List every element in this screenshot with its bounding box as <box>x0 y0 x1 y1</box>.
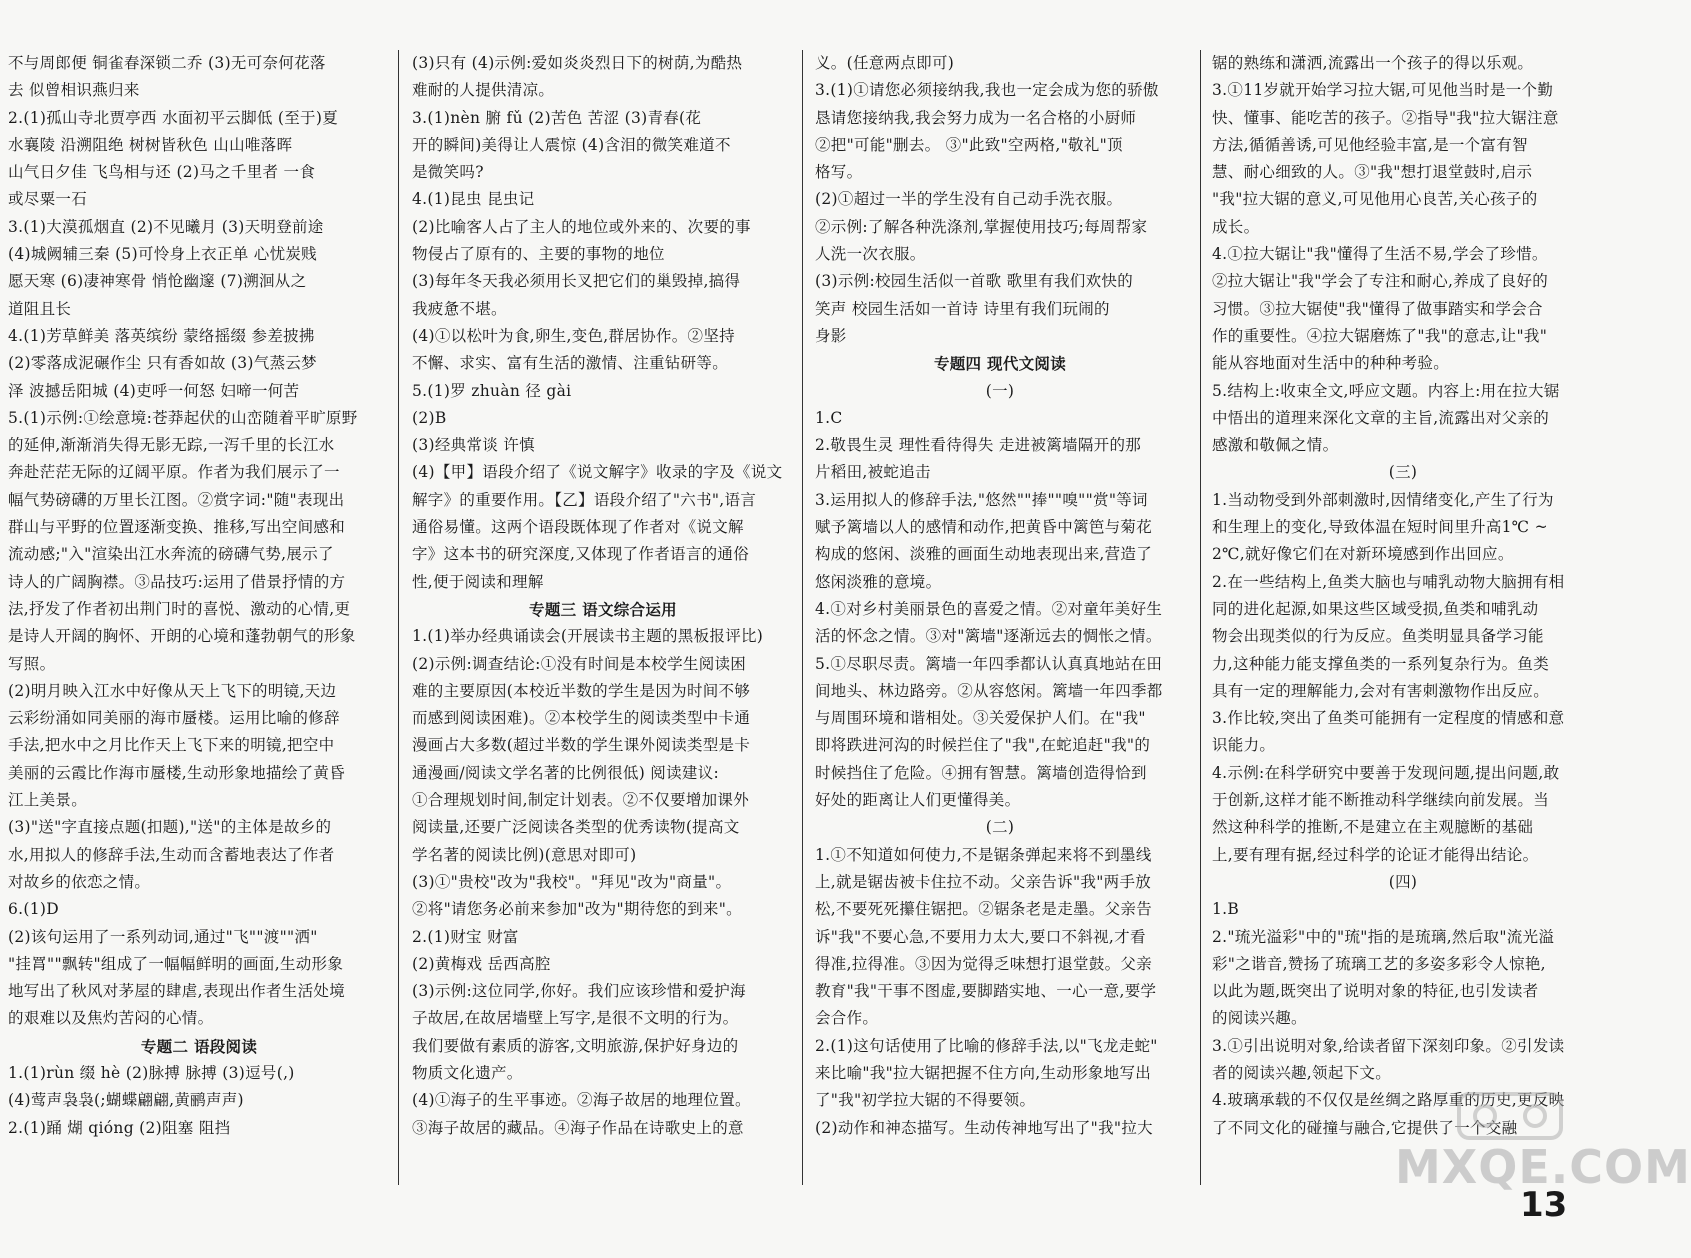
text-line: 格写。 <box>815 163 863 182</box>
column-2 <box>412 50 794 1170</box>
text-line: 上,要有理有据,经过科学的论证才能得出结论。 <box>1212 845 1539 864</box>
text-line: 然这种科学的推断,不是建立在主观臆断的基础 <box>1212 818 1534 837</box>
text-line: 4.①拉大锯让"我"懂得了生活不易,学会了珍惜。 <box>1212 245 1548 264</box>
text-line: 方法,循循善诱,可见他经验丰富,是一个富有智 <box>1212 135 1528 154</box>
text-line: 5.结构上:收束全文,呼应文题。内容上:用在拉大锯 <box>1212 381 1560 400</box>
text-line: 和生理上的变化,导致体温在短时间里升高1℃ ~ <box>1212 518 1548 537</box>
text-line: (3)经典常谈 许慎 <box>412 436 535 455</box>
text-line: 松,不要死死攥住锯把。②锯条老是走墨。父亲告 <box>815 900 1153 919</box>
text-line: 或尽粟一石 <box>8 190 88 209</box>
text-line: 水,用拟人的修辞手法,生动而含蓄地表达了作者 <box>8 845 335 864</box>
text-line: 恳请您接纳我,我会努力成为一名合格的小厨师 <box>815 108 1137 127</box>
text-line: 山气日夕佳 飞鸟相与还 (2)马之千里者 一食 <box>8 163 316 182</box>
text-line: 幅气势磅礴的万里长江图。②赏字词:"随"表现出 <box>8 490 345 509</box>
text-line: 对故乡的依恋之情。 <box>8 872 151 891</box>
text-line: 2.敬畏生灵 理性看待得失 走进被篱墙隔开的那 <box>815 436 1142 455</box>
text-line: 我们要做有素质的游客,文明旅游,保护好身边的 <box>412 1036 739 1055</box>
text-line: 了不同文化的碰撞与融合,它提供了一个交融 <box>1212 1118 1518 1137</box>
watermark-text: MXQE.COM <box>1395 1140 1691 1194</box>
text-line: 得准,拉得准。③因为觉得乏味想打退堂鼓。父亲 <box>815 954 1153 973</box>
text-line: 江上美景。 <box>8 791 88 810</box>
text-line: 能从容地面对生活中的种种考验。 <box>1212 354 1450 373</box>
text-line: 1.B <box>1212 900 1240 919</box>
text-line: ②把"可能"删去。 ③"此致"空两格,"敬礼"顶 <box>815 135 1123 154</box>
text-line: 泽 波撼岳阳城 (4)吏呼一何怒 妇啼一何苦 <box>8 381 300 400</box>
text-line: 难耐的人提供清凉。 <box>412 81 555 100</box>
text-line: (3)"送"字直接点题(扣题),"送"的主体是故乡的 <box>8 818 332 837</box>
section-heading: 专题二 语段阅读 <box>140 1036 258 1056</box>
column-divider <box>802 50 803 1185</box>
text-line: 3.①11岁就开始学习拉大锯,可见他当时是一个勤 <box>1212 81 1554 100</box>
text-line: 愿天寒 (6)凄神寒骨 悄怆幽邃 (7)溯洄从之 <box>8 272 307 291</box>
text-line: 锯的熟练和潇洒,流露出一个孩子的得以乐观。 <box>1212 54 1534 72</box>
text-line: 成长。 <box>1212 217 1260 236</box>
text-line: 慧、耐心细致的人。③"我"想打退堂鼓时,启示 <box>1212 163 1533 182</box>
text-line: 法,抒发了作者初出荆门时的喜悦、激动的心情,更 <box>8 599 351 618</box>
text-line: 而感到阅读困难)。②本校学生的阅读类型中卡通 <box>412 709 751 728</box>
text-line: 云彩纷涌如同美丽的海市蜃楼。运用比喻的修辞 <box>8 709 340 728</box>
text-line: "我"拉大锯的意义,可见他用心良苦,关心孩子的 <box>1212 190 1538 209</box>
text-line: 会合作。 <box>815 1009 879 1028</box>
text-line: 1.当动物受到外部刺激时,因情绪变化,产生了行为 <box>1212 490 1554 509</box>
column-1 <box>8 50 390 1170</box>
text-line: 诉"我"不要心急,不要用力太大,要口不斜视,才看 <box>815 927 1146 946</box>
text-line: 力,这种能力能支撑鱼类的一系列复杂行为。鱼类 <box>1212 654 1550 673</box>
text-line: 5.①尽职尽责。篱墙一年四季都认认真真地站在田 <box>815 654 1163 673</box>
text-line: 2.(1)孤山寺北贾亭西 水面初平云脚低 (至于)夏 <box>8 108 338 127</box>
text-line: 字》这本书的研究深度,又体现了作者语言的通俗 <box>412 545 750 564</box>
text-line: ②拉大锯让"我"学会了专注和耐心,养成了良好的 <box>1212 272 1549 291</box>
text-line: 去 似曾相识燕归来 <box>8 81 140 100</box>
text-line: 道阻且长 <box>8 299 72 318</box>
text-line: (4)①海子的生平事迹。②海子故居的地理位置。 <box>412 1091 751 1110</box>
text-line: 感激和敬佩之情。 <box>1212 436 1339 455</box>
text-line: 即将跌进河沟的时候拦住了"我",在蛇追赶"我"的 <box>815 736 1151 755</box>
text-line: (2)零落成泥碾作尘 只有香如故 (3)气蒸云梦 <box>8 354 317 373</box>
text-line: 4.(1)昆虫 昆虫记 <box>412 190 535 209</box>
text-line: 3.作比较,突出了鱼类可能拥有一定程度的情感和意 <box>1212 709 1565 728</box>
text-line: 间地头、林边路旁。②从容悠闲。篱墙一年四季都 <box>815 681 1163 700</box>
text-line: (2)①超过一半的学生没有自己动手洗衣服。 <box>815 190 1123 209</box>
text-line: 的阅读兴趣。 <box>1212 1009 1307 1028</box>
text-line: 4.(1)芳草鲜美 落英缤纷 蒙络摇缀 参差披拂 <box>8 326 315 345</box>
text-line: (3)示例:校园生活似一首歌 歌里有我们欢快的 <box>815 272 1134 291</box>
column-4 <box>1212 50 1594 1170</box>
text-line: (2)比喻客人占了主人的地位或外来的、次要的事 <box>412 217 751 236</box>
text-line: 习惯。③拉大锯使"我"懂得了做事踏实和学会合 <box>1212 299 1543 318</box>
text-line: 是诗人开阔的胸怀、开朗的心境和蓬勃朝气的形象 <box>8 627 356 646</box>
text-line: 难的主要原因(本校近半数的学生是因为时间不够 <box>412 681 751 700</box>
text-line: 来比喻"我"拉大锯把握不住方向,生动形象地写出 <box>815 1063 1152 1082</box>
text-line: 5.(1)罗 zhuàn 径 gài <box>412 381 572 400</box>
text-line: 美丽的云霞比作海市蜃楼,生动形象地描绘了黄昏 <box>8 763 346 782</box>
text-line: 2.(1)这句话使用了比喻的修辞手法,以"飞龙走蛇" <box>815 1036 1158 1055</box>
text-line: (4)①以松叶为食,卵生,变色,群居协作。②坚持 <box>412 326 735 345</box>
text-line: 我疲惫不堪。 <box>412 299 507 318</box>
text-line: 笑声 校园生活如一首诗 诗里有我们玩闹的 <box>815 299 1110 318</box>
text-line: 地写出了秋风对茅屋的肆虐,表现出作者生活处境 <box>8 982 346 1001</box>
text-line: (3)只有 (4)示例:爱如炎炎烈日下的树荫,为酷热 <box>412 54 743 72</box>
text-line: 物侵占了原有的、主要的事物的地位 <box>412 245 665 264</box>
text-line: 性,便于阅读和理解 <box>412 572 544 591</box>
text-line: 6.(1)D <box>8 900 59 919</box>
text-line: 解字》的重要作用。【乙】语段介绍了"六书",语言 <box>412 490 757 509</box>
text-line: 快、懂事、能吃苦的孩子。②指导"我"拉大锯注意 <box>1212 108 1559 127</box>
text-line: 与周围环境和谐相处。③关爱保护人们。在"我" <box>815 709 1146 728</box>
text-line: 子故居,在故居墙壁上写字,是很不文明的行为。 <box>412 1009 739 1028</box>
subsection-heading: (三) <box>1388 463 1418 482</box>
text-line: 3.(1)①请您必须接纳我,我也一定会成为您的骄傲 <box>815 81 1159 100</box>
text-line: ①合理规划时间,制定计划表。②不仅要增加课外 <box>412 791 750 810</box>
text-line: 同的进化起源,如果这些区域受损,鱼类和哺乳动 <box>1212 599 1539 618</box>
text-line: 水襄陵 沿溯阻绝 树树皆秋色 山山唯落晖 <box>8 135 293 154</box>
section-heading: 专题四 现代文阅读 <box>933 354 1067 374</box>
text-line: 3.运用拟人的修辞手法,"悠然""捧""嗅""赏"等词 <box>815 490 1148 509</box>
text-line: 1.(1)举办经典诵读会(开展读书主题的黑板报评比) <box>412 627 764 646</box>
text-line: 1.(1)rùn 缀 hè (2)脉搏 脉搏 (3)逗号(,) <box>8 1063 295 1082</box>
text-line: 诗人的广阔胸襟。③品技巧:运用了借景抒情的方 <box>8 572 346 591</box>
text-line: 开的瞬间)美得让人震惊 (4)含泪的微笑难道不 <box>412 135 731 154</box>
text-line: (2)示例:调查结论:①没有时间是本校学生阅读困 <box>412 654 747 673</box>
text-line: 1.C <box>815 408 843 427</box>
text-line: 4.①对乡村美丽景色的喜爱之情。②对童年美好生 <box>815 599 1163 618</box>
text-line: ②示例:了解各种洗涤剂,掌握使用技巧;每周帮家 <box>815 217 1148 236</box>
text-line: 物质文化遗产。 <box>412 1063 523 1082</box>
text-line: (2)明月映入江水中好像从天上飞下的明镜,天边 <box>8 681 337 700</box>
text-line: 赋予篱墙以人的感情和动作,把黄昏中篱笆与菊花 <box>815 518 1153 537</box>
text-line: 4.玻璃承载的不仅仅是丝绸之路厚重的历史,更反映 <box>1212 1091 1565 1110</box>
text-line: 的延伸,渐渐消失得无影无踪,一泻千里的长江水 <box>8 436 335 455</box>
text-line: 群山与平野的位置逐渐变换、推移,写出空间感和 <box>8 518 346 537</box>
text-line: 2."琉光溢彩"中的"琉"指的是琉璃,然后取"流光溢 <box>1212 927 1555 946</box>
text-line: 好处的距离让人们更懂得美。 <box>815 791 1021 810</box>
text-line: 中悟出的道理来深化文章的主旨,流露出对父亲的 <box>1212 408 1550 427</box>
subsection-heading: (二) <box>985 818 1015 837</box>
text-line: 流动感;"入"渲染出江水奔流的磅礴气势,展示了 <box>8 545 334 564</box>
text-line: 2.(1)踊 煳 qióng (2)阻塞 阻挡 <box>8 1118 231 1137</box>
column-3 <box>815 50 1185 1170</box>
text-line: 教育"我"干事不图虚,要脚踏实地、一心一意,要学 <box>815 982 1157 1001</box>
text-line: 具有一定的理解能力,会对有害刺激物作出反应。 <box>1212 681 1550 700</box>
text-line: 3.(1)大漠孤烟直 (2)不见曦月 (3)天明登前途 <box>8 217 324 236</box>
text-line: 是微笑吗? <box>412 163 484 182</box>
text-line: 者的阅读兴趣,领起下文。 <box>1212 1063 1392 1082</box>
text-line: (3)①"贵校"改为"我校"。"拜见"改为"商量"。 <box>412 872 732 891</box>
subsection-heading: (一) <box>985 381 1015 400</box>
text-line: 2.(1)财宝 财富 <box>412 927 519 946</box>
column-divider <box>1200 50 1201 1185</box>
text-line: 写照。 <box>8 654 56 673</box>
subsection-heading: (四) <box>1388 872 1418 891</box>
text-line: 义。(任意两点即可) <box>815 54 955 72</box>
text-line: 物会出现类似的行为反应。鱼类明显具备学习能 <box>1212 627 1544 646</box>
text-line: 以此为题,既突出了说明对象的特征,也引发读者 <box>1212 982 1539 1001</box>
text-line: 5.(1)示例:①绘意境:苍莽起伏的山峦随着平旷原野 <box>8 408 358 427</box>
text-line: 于创新,这样才能不断推动科学继续向前发展。当 <box>1212 791 1550 810</box>
text-line: 2.在一些结构上,鱼类大脑也与哺乳动物大脑拥有相 <box>1212 572 1565 591</box>
text-line: (2)该句运用了一系列动词,通过"飞""渡""洒" <box>8 927 318 946</box>
text-line: 了"我"初学拉大锯的不得要领。 <box>815 1091 1036 1110</box>
text-line: ②将"请您务必前来参加"改为"期待您的到来"。 <box>412 900 742 919</box>
text-line: (4)【甲】语段介绍了《说文解字》收录的字及《说文 <box>412 463 783 482</box>
text-line: (4)莺声袅袅(;蝴蝶翩翩,黄鹂声声) <box>8 1091 244 1110</box>
text-line: 时候挡住了危险。④拥有智慧。篱墙创造得恰到 <box>815 763 1147 782</box>
text-line: 3.(1)nèn 腑 fǔ (2)苦色 苦涩 (3)青春(花 <box>412 108 702 127</box>
text-line: 阅读量,还要广泛阅读各类型的优秀读物(提高文 <box>412 818 740 837</box>
text-line: 构成的悠闲、淡雅的画面生动地表现出来,营造了 <box>815 545 1153 564</box>
text-line: 不懈、求实、富有生活的激情、注重钻研等。 <box>412 354 729 373</box>
text-line: (3)每年冬天我必须用长叉把它们的巢毁掉,搞得 <box>412 272 741 291</box>
text-line: 通俗易懂。这两个语段既体现了作者对《说文解 <box>412 518 744 537</box>
text-line: 的艰难以及焦灼苦闷的心情。 <box>8 1009 214 1028</box>
text-line: 3.①引出说明对象,给读者留下深刻印象。②引发读 <box>1212 1036 1565 1055</box>
text-line: 学名著的阅读比例)(意思对即可) <box>412 845 637 864</box>
text-line: 2℃,就好像它们在对新环境感到作出回应。 <box>1212 545 1514 564</box>
text-line: (2)动作和神态描写。生动传神地写出了"我"拉大 <box>815 1118 1153 1137</box>
text-line: 4.示例:在科学研究中要善于发现问题,提出问题,敢 <box>1212 763 1560 782</box>
text-line: 不与周郎便 铜雀春深锁二乔 (3)无可奈何花落 <box>8 54 326 72</box>
section-heading: 专题三 语文综合运用 <box>529 599 677 619</box>
watermark-logo-icon <box>1455 1088 1565 1144</box>
text-line: (2)B <box>412 408 447 427</box>
text-line: 活的怀念之情。③对"篱墙"逐渐远去的惆怅之情。 <box>815 627 1162 646</box>
text-line: 手法,把水中之月比作天上飞下来的明镜,把空中 <box>8 736 335 755</box>
text-line: 人洗一次衣服。 <box>815 245 926 264</box>
text-line: 身影 <box>815 326 847 345</box>
text-line: 片稻田,被蛇追击 <box>815 463 931 482</box>
text-line: 上,就是锯齿被卡住拉不动。父亲告诉"我"两手放 <box>815 872 1152 891</box>
text-line: 彩"之谐音,赞扬了琉璃工艺的多姿多彩令人惊艳, <box>1212 954 1546 973</box>
text-line: 1.①不知道如何使力,不是锯条弹起来将不到墨线 <box>815 845 1152 864</box>
text-line: (3)示例:这位同学,你好。我们应该珍惜和爱护海 <box>412 982 746 1001</box>
column-divider <box>398 50 399 1185</box>
text-line: 作的重要性。④拉大锯磨炼了"我"的意志,让"我" <box>1212 326 1548 345</box>
text-line: 通漫画/阅读文学名著的比例很低) 阅读建议: <box>412 763 720 782</box>
text-line: (4)城阙辅三秦 (5)可怜身上衣正单 心忧炭贱 <box>8 245 317 264</box>
page-number: 13 <box>1520 1185 1568 1225</box>
text-line: "挂罥""飘转"组成了一幅幅鲜明的画面,生动形象 <box>8 954 344 973</box>
text-line: 奔赴茫茫无际的辽阔平原。作者为我们展示了一 <box>8 463 340 482</box>
text-line: 悠闲淡雅的意境。 <box>815 572 942 591</box>
text-line: 识能力。 <box>1212 736 1276 755</box>
text-line: 漫画占大多数(超过半数的学生课外阅读类型是卡 <box>412 736 751 755</box>
text-line: (2)黄梅戏 岳西高腔 <box>412 954 551 973</box>
text-line: ③海子故居的藏品。④海子作品在诗歌史上的意 <box>412 1118 744 1137</box>
